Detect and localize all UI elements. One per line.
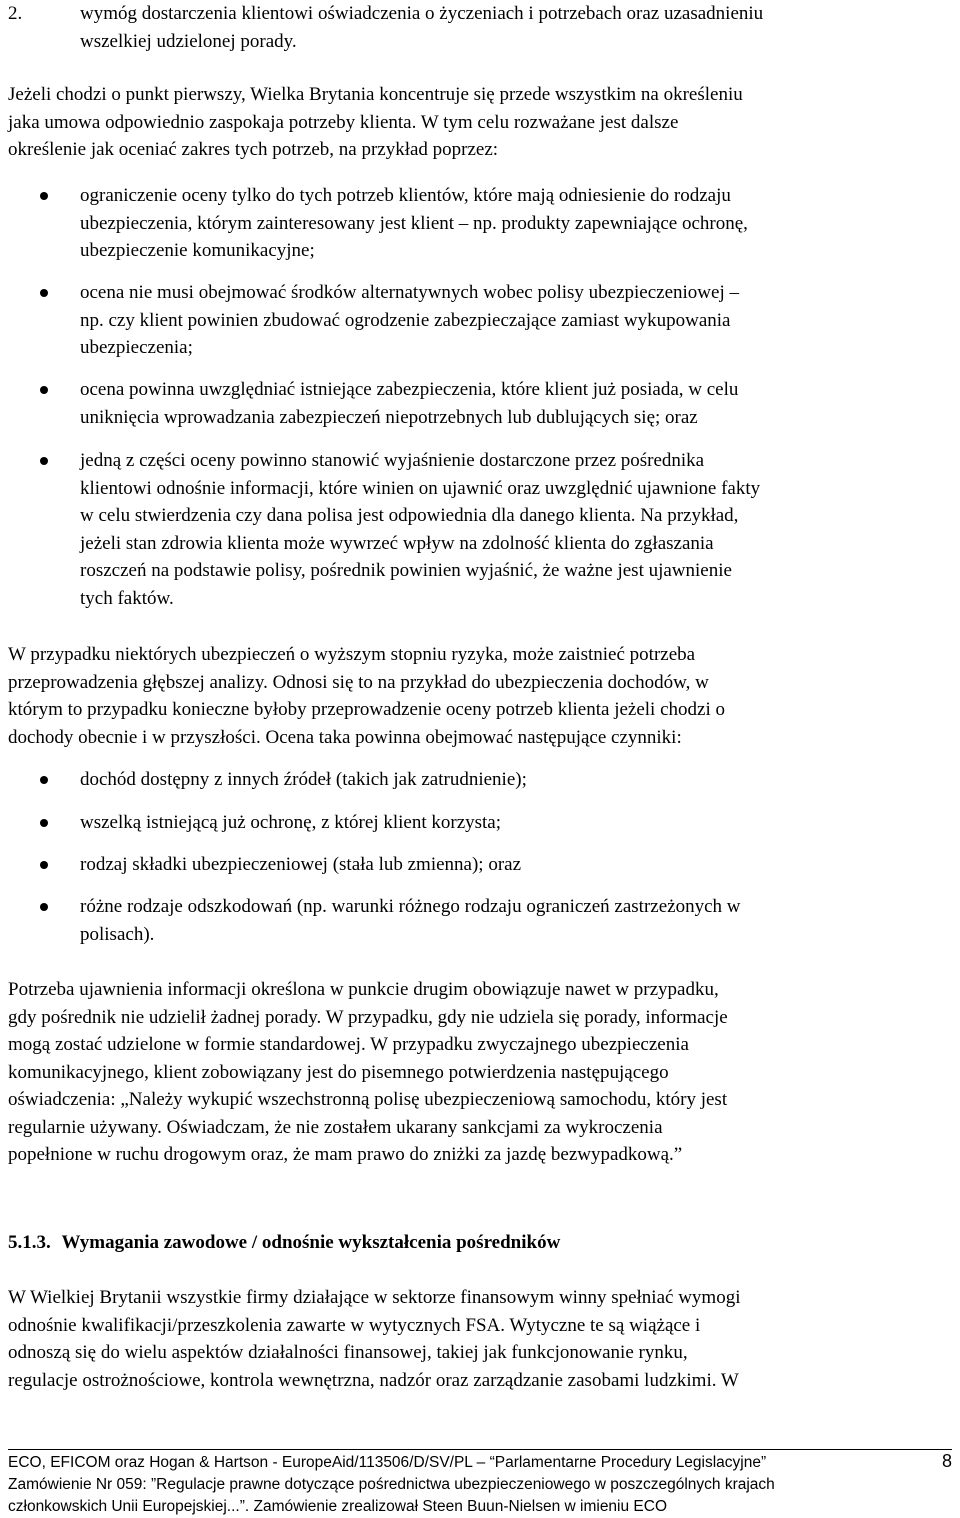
paragraph-1 xyxy=(8,81,952,164)
text-line: którym to przypadku konieczne byłoby przeprowadzenie oceny potrzeb klienta jeżeli chodzi o xyxy=(8,699,725,720)
paragraph-2 xyxy=(8,641,952,751)
text-line: W Wielkiej Brytanii wszystkie firmy działające w sektorze finansowym winny spełniać wymogi xyxy=(8,1287,741,1308)
text-line: roszczeń na podstawie polisy, pośrednik powinien wyjaśnić, że ważne jest ujawnienie xyxy=(80,560,732,581)
text-line: wszelkiej udzielonej porady. xyxy=(80,30,297,52)
page-number: 8 xyxy=(941,1451,952,1471)
text-line: Potrzeba ujawnienia informacji określona w punkcie drugim obowiązuje nawet w przypadku, xyxy=(8,979,719,1000)
text-line: jeżeli stan zdrowia klienta może wywrzeć wpływ na zdolność klienta do zgłaszania xyxy=(80,532,714,554)
text-line: popełnione w ruchu drogowym oraz, że mam prawo do zniżki za jazdę bezwypadkową.” xyxy=(8,1144,683,1165)
text-line: ocena nie musi obejmować środków alternatywnych wobec polisy ubezpieczeniowej – xyxy=(80,282,739,303)
text-line: ocena powinna uwzględniać istniejące zabezpieczenia, które klient już posiada, w celu xyxy=(80,379,739,400)
text-line: odnośnie kwalifikacji/przeszkolenia zawarte w wytycznych FSA. Wytyczne te są wiążące i xyxy=(8,1314,701,1336)
section-number: 5.1.3. xyxy=(8,1232,51,1253)
footer-line: członkowskich Unii Europejskiej...”. Zamówienie zrealizował Steen Buun-Nielsen w imieniu ECO xyxy=(8,1498,668,1515)
bullet-icon xyxy=(40,386,48,394)
text-line: odnoszą się do wielu aspektów działalności finansowej, takiej jak funkcjonowanie rynku, xyxy=(8,1342,688,1363)
text-line: ograniczenie oceny tylko do tych potrzeb klientów, które mają odniesienie do rodzaju xyxy=(80,185,731,206)
bullet-icon xyxy=(40,457,48,465)
text-line: przeprowadzenia głębszej analizy. Odnosi się to na przykład do ubezpieczenia dochodów, w xyxy=(8,671,709,693)
bullet-icon xyxy=(40,861,48,869)
bullet-icon xyxy=(40,819,48,827)
text-line: oświadczenia: „Należy wykupić wszechstronną polisę ubezpieczeniową samochodu, który jest xyxy=(8,1089,728,1110)
text-line: określenie jak oceniać zakres tych potrzeb, na przykład poprzez: xyxy=(8,139,499,160)
text-line: wszelką istniejącą już ochronę, z której klient korzysta; xyxy=(80,812,502,833)
footer-line: ECO, EFICOM oraz Hogan & Hartson - EuropeAid/113506/D/SV/PL – “Parlamentarne Procedury Legislacyjne” xyxy=(8,1454,767,1471)
text-line: regularnie używany. Oświadczam, że nie zostałem ukarany sankcjami za wykroczenia xyxy=(8,1116,663,1138)
bullet-icon xyxy=(40,903,48,911)
bullet-icon xyxy=(40,776,48,784)
item-number: 2. xyxy=(8,3,23,24)
text-line: gdy pośrednik nie udzielił żadnej porady. W przypadku, gdy nie udziela się porady, informacje xyxy=(8,1006,728,1028)
text-line: Jeżeli chodzi o punkt pierwszy, Wielka Brytania koncentruje się przede wszystkim na określeniu xyxy=(8,84,743,105)
text-line: ubezpieczenia, którym zainteresowany jest klient – np. produkty zapewniające ochronę, xyxy=(80,212,748,234)
item-text xyxy=(80,0,952,55)
text-line: ubezpieczenie komunikacyjne; xyxy=(80,240,315,261)
text-line: mogą zostać udzielone w formie standardowej. W przypadku zwyczajnego ubezpieczenia xyxy=(8,1034,689,1055)
text-line: różne rodzaje odszkodowań (np. warunki różnego rodzaju ograniczeń zastrzeżonych w xyxy=(80,896,741,917)
paragraph-3 xyxy=(8,976,952,1169)
text-line: np. czy klient powinien zbudować ogrodzenie zabezpieczające zamiast wykupowania xyxy=(80,309,731,331)
text-line: ubezpieczenia; xyxy=(80,337,193,358)
text-line: jedną z części oceny powinno stanowić wyjaśnienie dostarczone przez pośrednika xyxy=(80,450,705,471)
footer-line: Zamówienie Nr 059: ”Regulacje prawne dotyczące pośrednictwa ubezpieczeniowego w poszczególnych krajach xyxy=(8,1476,775,1493)
text-line: dochód dostępny z innych źródeł (takich jak zatrudnienie); xyxy=(80,769,527,790)
bullet-icon xyxy=(40,192,48,200)
text-line: dochody obecnie i w przyszłości. Ocena taka powinna obejmować następujące czynniki: xyxy=(8,726,682,748)
paragraph-4 xyxy=(8,1284,952,1394)
text-line: wymóg dostarczenia klientowi oświadczenia o życzeniach i potrzebach oraz uzasadnieniu xyxy=(80,3,764,24)
text-line: rodzaj składki ubezpieczeniowej (stała lub zmienna); oraz xyxy=(80,854,522,875)
text-line: w celu stwierdzenia czy dana polisa jest odpowiednia dla danego klienta. Na przykład, xyxy=(80,505,739,526)
text-line: komunikacyjnego, klient zobowiązany jest do pisemnego potwierdzenia następującego xyxy=(8,1061,669,1083)
text-line: regulacje ostrożnościowe, kontrola wewnętrzna, nadzór oraz zarządzanie zasobami ludzkimi. W xyxy=(8,1369,739,1391)
section-title: Wymagania zawodowe / odnośnie wykształcenia pośredników xyxy=(61,1232,561,1253)
footer-divider xyxy=(8,1449,952,1450)
text-line: jaka umowa odpowiednio zaspokaja potrzeby klienta. W tym celu rozważane jest dalsze xyxy=(8,111,679,133)
bullet-icon xyxy=(40,289,48,297)
text-line: klientowi odnośnie informacji, które winien on ujawnić oraz uwzględnić ujawnione fakty xyxy=(80,477,761,499)
text-line: W przypadku niektórych ubezpieczeń o wyższym stopniu ryzyka, może zaistnieć potrzeba xyxy=(8,644,696,665)
text-line: uniknięcia wprowadzania zabezpieczeń niepotrzebnych lub dublujących się; oraz xyxy=(80,406,698,428)
page-footer xyxy=(8,1452,952,1518)
text-line: polisach). xyxy=(80,923,155,945)
section-heading xyxy=(8,1229,952,1257)
text-line: tych faktów. xyxy=(80,587,174,609)
